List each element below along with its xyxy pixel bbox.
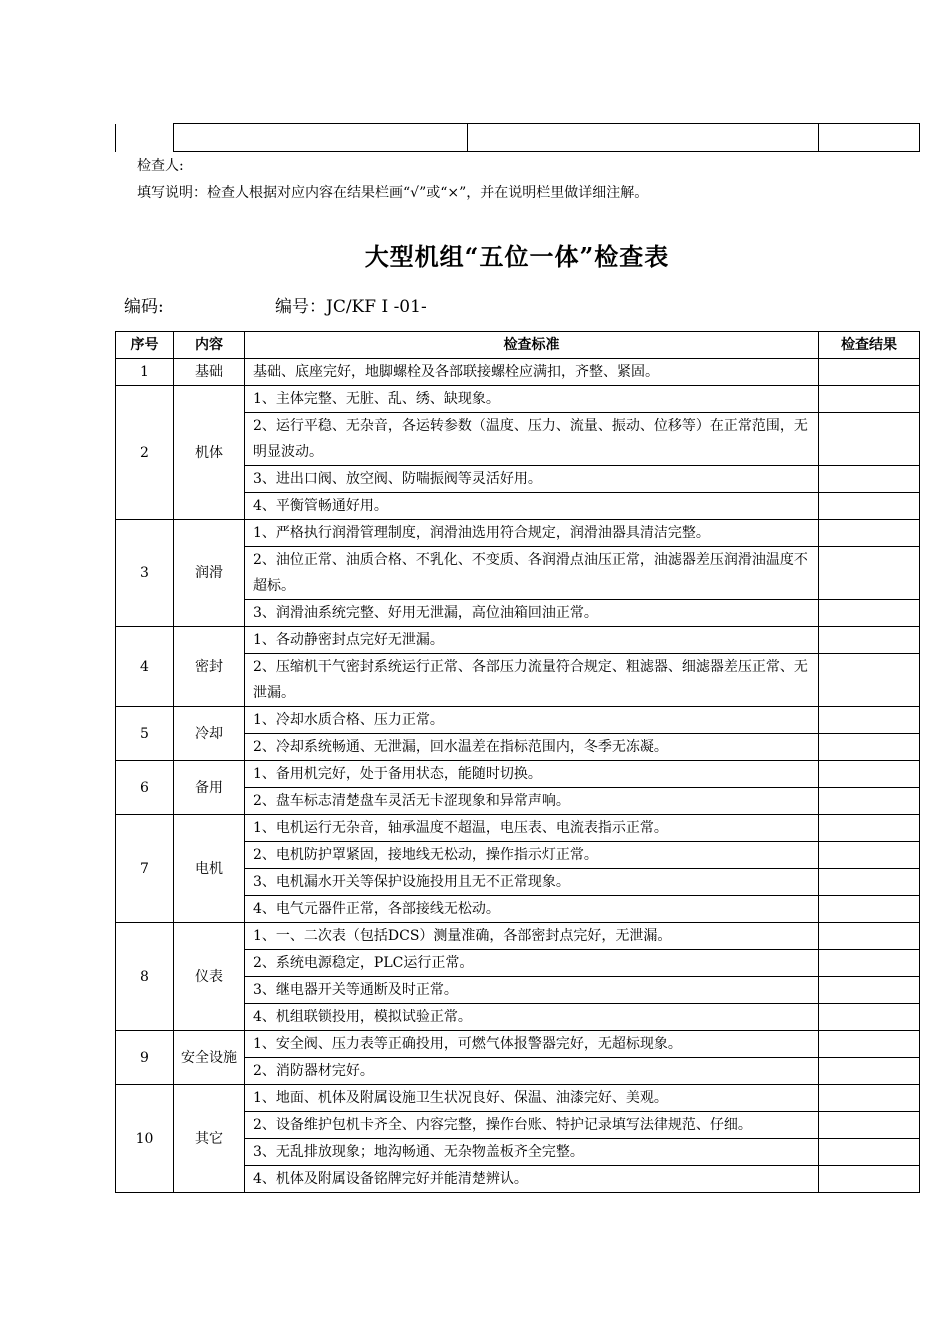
criterion-cell: 1、电机运行无杂音，轴承温度不超温，电压表、电流表指示正常。 — [245, 815, 819, 842]
criterion-cell: 3、无乱排放现象；地沟畅通、无杂物盖板齐全完整。 — [245, 1139, 819, 1166]
result-cell[interactable] — [819, 761, 920, 788]
result-cell[interactable] — [819, 1085, 920, 1112]
row-category: 密封 — [174, 627, 245, 707]
table-cell — [116, 124, 174, 152]
result-cell[interactable] — [819, 413, 920, 466]
table-cell — [819, 124, 920, 152]
result-cell[interactable] — [819, 493, 920, 520]
table-row — [116, 520, 920, 547]
row-number: 4 — [116, 627, 174, 707]
row-number: 8 — [116, 923, 174, 1031]
criterion-cell: 4、电气元器件正常，各部接线无松动。 — [245, 896, 819, 923]
table-row — [116, 707, 920, 734]
table-row — [116, 386, 920, 413]
table-row — [116, 359, 920, 386]
row-number: 5 — [116, 707, 174, 761]
criterion-cell: 1、安全阀、压力表等正确投用，可燃气体报警器完好，无超标现象。 — [245, 1031, 819, 1058]
code-label: 编码: — [124, 297, 164, 317]
criterion-cell: 4、机组联锁投用，模拟试验正常。 — [245, 1004, 819, 1031]
number-label: 编号：JC/KF I -01- — [275, 297, 427, 317]
table-row — [116, 815, 920, 842]
result-cell[interactable] — [819, 923, 920, 950]
result-cell[interactable] — [819, 1139, 920, 1166]
row-category: 其它 — [174, 1085, 245, 1193]
criterion-cell: 3、电机漏水开关等保护设施投用且无不正常现象。 — [245, 869, 819, 896]
header-result: 检查结果 — [819, 332, 920, 359]
table-row — [116, 923, 920, 950]
table-row — [116, 1085, 920, 1112]
table-header-row — [116, 332, 920, 359]
row-number: 2 — [116, 386, 174, 520]
criterion-cell: 2、冷却系统畅通、无泄漏，回水温差在指标范围内，冬季无冻凝。 — [245, 734, 819, 761]
header-no: 序号 — [116, 332, 174, 359]
row-number: 10 — [116, 1085, 174, 1193]
result-cell[interactable] — [819, 466, 920, 493]
row-category: 润滑 — [174, 520, 245, 627]
criterion-cell: 1、严格执行润滑管理制度，润滑油选用符合规定，润滑油器具清洁完整。 — [245, 520, 819, 547]
result-cell[interactable] — [819, 707, 920, 734]
result-cell[interactable] — [819, 734, 920, 761]
row-category: 机体 — [174, 386, 245, 520]
result-cell[interactable] — [819, 977, 920, 1004]
result-cell[interactable] — [819, 627, 920, 654]
result-cell[interactable] — [819, 869, 920, 896]
result-cell[interactable] — [819, 547, 920, 600]
result-cell[interactable] — [819, 1031, 920, 1058]
fill-instructions: 填写说明：检查人根据对应内容在结果栏画“√”或“×”，并在说明栏里做详细注解。 — [137, 185, 649, 201]
result-cell[interactable] — [819, 815, 920, 842]
criterion-cell: 4、平衡管畅通好用。 — [245, 493, 819, 520]
table-row — [116, 761, 920, 788]
criterion-cell: 1、冷却水质合格、压力正常。 — [245, 707, 819, 734]
criterion-cell: 3、继电器开关等通断及时正常。 — [245, 977, 819, 1004]
result-cell[interactable] — [819, 600, 920, 627]
table-cell — [468, 124, 819, 152]
table-row — [116, 1031, 920, 1058]
criterion-cell: 1、地面、机体及附属设施卫生状况良好、保温、油漆完好、美观。 — [245, 1085, 819, 1112]
inspection-table — [115, 331, 920, 1193]
criterion-cell: 3、润滑油系统完整、好用无泄漏，高位油箱回油正常。 — [245, 600, 819, 627]
header-standard: 检查标准 — [245, 332, 819, 359]
row-category: 冷却 — [174, 707, 245, 761]
table-cell — [174, 124, 468, 152]
table-row — [116, 627, 920, 654]
criterion-cell: 1、备用机完好，处于备用状态，能随时切换。 — [245, 761, 819, 788]
criterion-cell: 2、电机防护罩紧固，接地线无松动，操作指示灯正常。 — [245, 842, 819, 869]
result-cell[interactable] — [819, 950, 920, 977]
criterion-cell: 2、盘车标志清楚盘车灵活无卡涩现象和异常声响。 — [245, 788, 819, 815]
result-cell[interactable] — [819, 359, 920, 386]
criterion-cell: 1、主体完整、无脏、乱、绣、缺现象。 — [245, 386, 819, 413]
row-number: 6 — [116, 761, 174, 815]
criterion-cell: 2、油位正常、油质合格、不乳化、不变质、各润滑点油压正常，油滤器差压润滑油温度不超标。 — [245, 547, 819, 600]
result-cell[interactable] — [819, 788, 920, 815]
criterion-cell: 3、进出口阀、放空阀、防喘振阀等灵活好用。 — [245, 466, 819, 493]
result-cell[interactable] — [819, 654, 920, 707]
row-number: 7 — [116, 815, 174, 923]
header-content: 内容 — [174, 332, 245, 359]
result-cell[interactable] — [819, 1112, 920, 1139]
previous-table-remnant — [115, 123, 920, 152]
result-cell[interactable] — [819, 842, 920, 869]
page-title: 大型机组“五位一体”检查表 — [364, 242, 670, 271]
row-category: 仪表 — [174, 923, 245, 1031]
criterion-cell: 2、设备维护包机卡齐全、内容完整，操作台账、特护记录填写法律规范、仔细。 — [245, 1112, 819, 1139]
inspection-table-body — [116, 359, 920, 1193]
row-category: 安全设施 — [174, 1031, 245, 1085]
result-cell[interactable] — [819, 1058, 920, 1085]
result-cell[interactable] — [819, 1166, 920, 1193]
criterion-cell: 2、消防器材完好。 — [245, 1058, 819, 1085]
criterion-cell: 4、机体及附属设备铭牌完好并能清楚辨认。 — [245, 1166, 819, 1193]
result-cell[interactable] — [819, 386, 920, 413]
table-row — [116, 124, 920, 152]
row-category: 备用 — [174, 761, 245, 815]
criterion-cell: 2、运行平稳、无杂音，各运转参数（温度、压力、流量、振动、位移等）在正常范围，无明显波动。 — [245, 413, 819, 466]
row-number: 3 — [116, 520, 174, 627]
row-category: 基础 — [174, 359, 245, 386]
criterion-cell: 2、系统电源稳定，PLC运行正常。 — [245, 950, 819, 977]
criterion-cell: 基础、底座完好，地脚螺栓及各部联接螺栓应满扣，齐整、紧固。 — [245, 359, 819, 386]
criterion-cell: 2、压缩机干气密封系统运行正常、各部压力流量符合规定、粗滤器、细滤器差压正常、无泄漏。 — [245, 654, 819, 707]
criterion-cell: 1、一、二次表（包括DCS）测量准确，各部密封点完好，无泄漏。 — [245, 923, 819, 950]
result-cell[interactable] — [819, 1004, 920, 1031]
result-cell[interactable] — [819, 520, 920, 547]
row-number: 9 — [116, 1031, 174, 1085]
inspector-label: 检查人: — [137, 158, 184, 174]
criterion-cell: 1、各动静密封点完好无泄漏。 — [245, 627, 819, 654]
row-number: 1 — [116, 359, 174, 386]
row-category: 电机 — [174, 815, 245, 923]
result-cell[interactable] — [819, 896, 920, 923]
